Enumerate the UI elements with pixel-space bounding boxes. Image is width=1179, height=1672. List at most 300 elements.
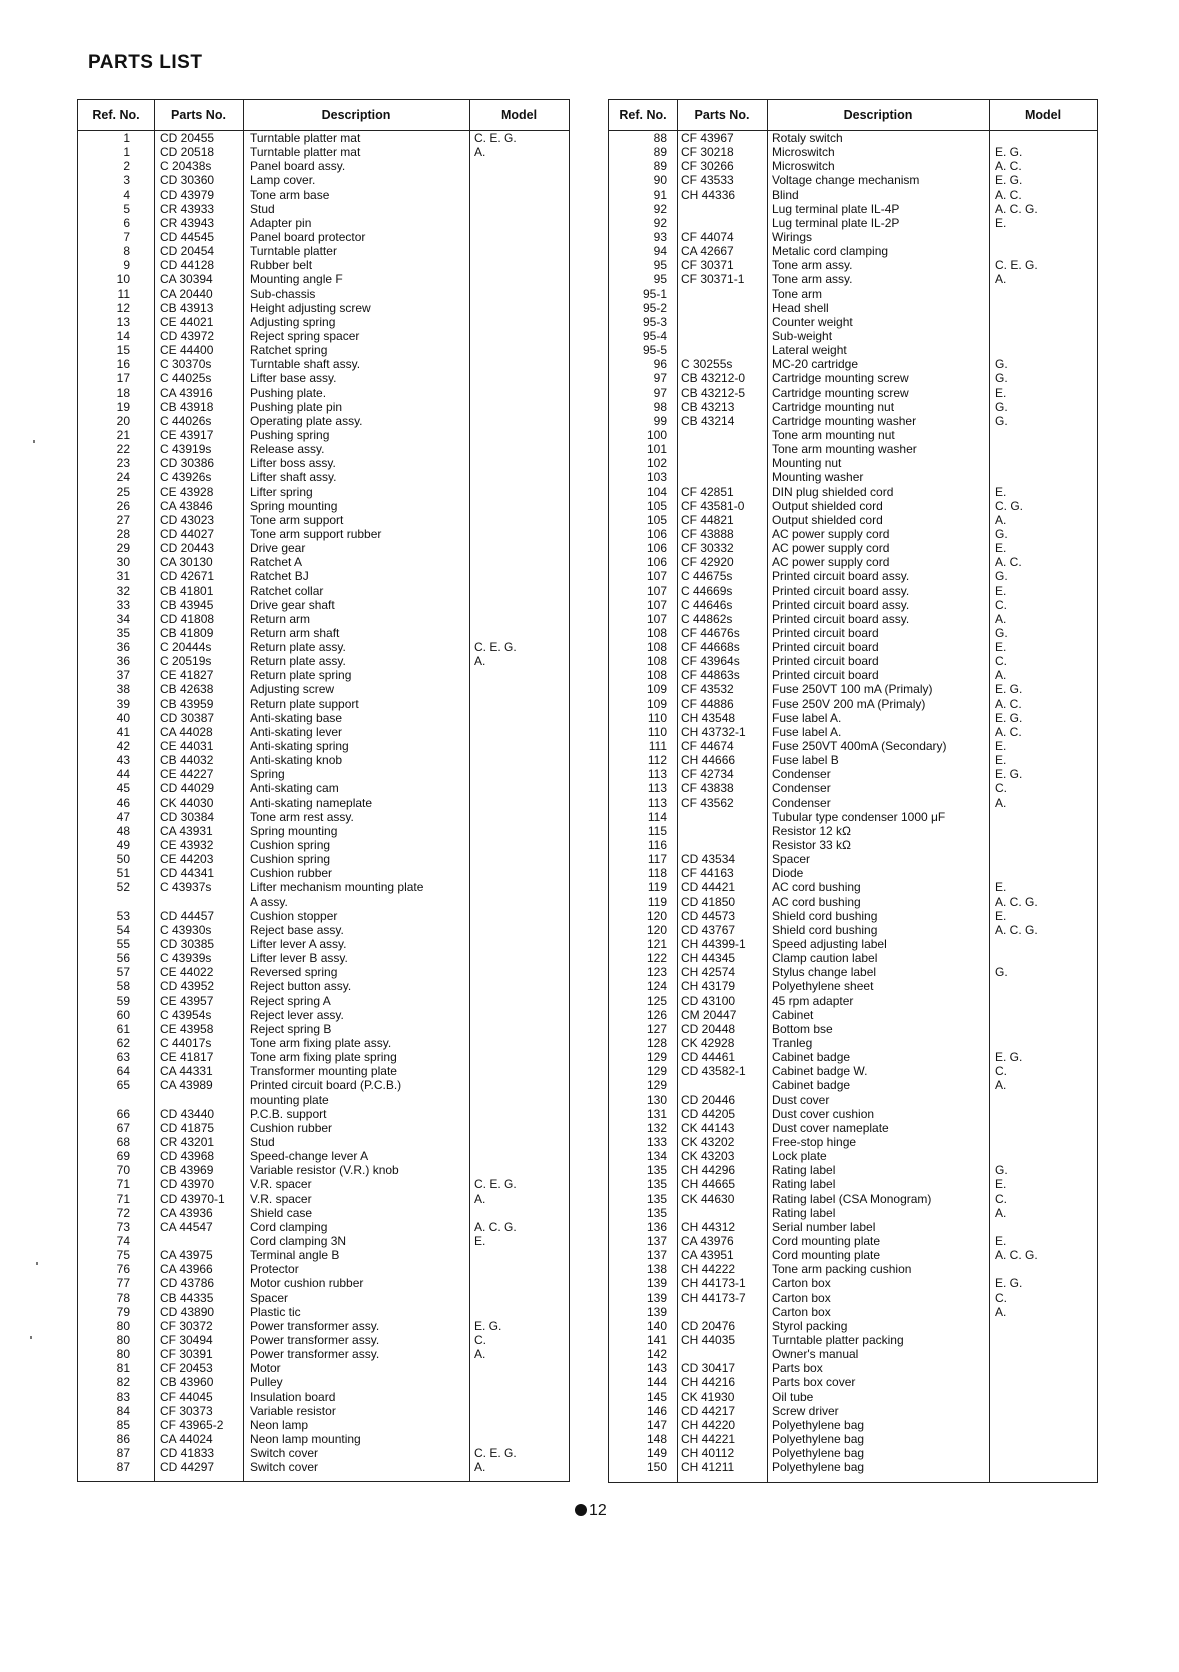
table-row xyxy=(609,1347,1097,1361)
table-row xyxy=(609,1177,1097,1191)
cell-parts-no: CE 43957 xyxy=(160,993,214,1008)
table-row xyxy=(609,1432,1097,1446)
table-row xyxy=(609,145,1097,159)
cell-ref-no: 46 xyxy=(116,795,130,810)
cell-description: Condenser xyxy=(772,795,831,810)
cell-parts-no: CA 30130 xyxy=(160,555,213,570)
table-row xyxy=(78,301,569,315)
cell-parts-no: C 44862s xyxy=(681,611,733,626)
cell-ref-no: 83 xyxy=(116,1389,130,1404)
cell-model: A. xyxy=(995,1205,1007,1220)
table-row xyxy=(609,1446,1097,1460)
table-row xyxy=(609,414,1097,428)
cell-parts-no: CF 30332 xyxy=(681,541,734,556)
cell-ref-no: 37 xyxy=(116,668,130,683)
cell-ref-no: 97 xyxy=(653,385,667,400)
cell-model: A. C. G. xyxy=(474,1219,517,1234)
table-row xyxy=(78,1149,569,1163)
cell-parts-no: CD 30385 xyxy=(160,937,215,952)
cell-ref-no: 139 xyxy=(646,1304,667,1319)
table-row xyxy=(609,555,1097,569)
cell-model: G. xyxy=(995,357,1008,372)
table-row xyxy=(78,188,569,202)
cell-description: Spacer xyxy=(250,1290,289,1305)
cell-description: Stud xyxy=(250,201,275,216)
cell-parts-no: CD 41850 xyxy=(681,894,736,909)
cell-description: Fuse label A. xyxy=(772,710,842,725)
cell-ref-no: 144 xyxy=(646,1375,667,1390)
table-row xyxy=(609,301,1097,315)
cell-parts-no: C 44669s xyxy=(681,583,733,598)
table-row xyxy=(78,1220,569,1234)
cell-parts-no: CF 44886 xyxy=(681,696,734,711)
cell-description: Adjusting spring xyxy=(250,314,336,329)
cell-model: E. xyxy=(995,880,1007,895)
cell-parts-no: CH 44035 xyxy=(681,1332,736,1347)
cell-parts-no: CE 41817 xyxy=(160,1050,214,1065)
cell-description: Printed circuit board assy. xyxy=(772,597,910,612)
cell-parts-no: CA 43931 xyxy=(160,823,213,838)
cell-description: Panel board protector xyxy=(250,229,366,244)
cell-ref-no: 19 xyxy=(116,399,130,414)
cell-description: Panel board assy. xyxy=(250,159,346,174)
table-row xyxy=(609,1361,1097,1375)
table-row xyxy=(609,357,1097,371)
cell-parts-no: CH 44399-1 xyxy=(681,937,746,952)
cell-model: G. xyxy=(995,1163,1008,1178)
table-row xyxy=(609,654,1097,668)
cell-parts-no: CF 43533 xyxy=(681,173,734,188)
cell-model: C. xyxy=(995,1290,1007,1305)
cell-ref-no: 139 xyxy=(646,1290,667,1305)
cell-parts-no: CE 44400 xyxy=(160,343,214,358)
cell-ref-no: 87 xyxy=(116,1446,130,1461)
cell-ref-no: 108 xyxy=(646,625,667,640)
cell-parts-no: CD 30386 xyxy=(160,456,215,471)
cell-description: Condenser xyxy=(772,767,831,782)
cell-ref-no: 21 xyxy=(116,427,130,442)
table-row xyxy=(609,442,1097,456)
cell-model: C. E. G. xyxy=(474,131,517,145)
cell-description: Fuse 250VT 400mA (Secondary) xyxy=(772,739,947,754)
table-row xyxy=(609,909,1097,923)
header-description: Description xyxy=(321,108,391,122)
cell-description: Tone arm support xyxy=(250,512,344,527)
table-row xyxy=(78,555,569,569)
cell-description: Spring xyxy=(250,767,285,782)
cell-ref-no: 6 xyxy=(123,215,130,230)
cell-description: V.R. spacer xyxy=(250,1177,312,1192)
table-row xyxy=(609,1404,1097,1418)
cell-ref-no: 139 xyxy=(646,1276,667,1291)
cell-ref-no: 129 xyxy=(646,1064,667,1079)
cell-parts-no: CD 20454 xyxy=(160,244,215,259)
cell-model: G. xyxy=(995,399,1008,414)
cell-parts-no: CD 20443 xyxy=(160,541,215,556)
table-row xyxy=(609,1107,1097,1121)
cell-description: Reject spring B xyxy=(250,1021,332,1036)
cell-parts-no: CF 30373 xyxy=(160,1403,213,1418)
cell-description: Printed circuit board assy. xyxy=(772,569,910,584)
cell-ref-no: 113 xyxy=(647,781,667,796)
cell-model: C. E. G. xyxy=(474,640,517,655)
cell-description: Tone arm fixing plate spring xyxy=(250,1050,397,1065)
cell-description: Variable resistor xyxy=(250,1403,336,1418)
table-row xyxy=(609,386,1097,400)
cell-ref-no: 109 xyxy=(646,696,667,711)
cell-description: Mounting angle F xyxy=(250,272,343,287)
cell-ref-no: 80 xyxy=(116,1347,130,1362)
cell-model: A. xyxy=(474,1191,486,1206)
cell-ref-no: 140 xyxy=(646,1318,667,1333)
cell-description: Spring mounting xyxy=(250,498,338,513)
cell-description: Power transformer assy. xyxy=(250,1318,380,1333)
cell-description: Operating plate assy. xyxy=(250,413,363,428)
cell-parts-no: CF 42920 xyxy=(681,555,734,570)
cell-model: A. xyxy=(995,1078,1007,1093)
header-ref-no: Ref. No. xyxy=(92,108,140,122)
cell-description: Cartridge mounting nut xyxy=(772,399,895,414)
cell-ref-no: 103 xyxy=(646,470,667,485)
table-row xyxy=(78,287,569,301)
table-row xyxy=(78,258,569,272)
cell-ref-no: 57 xyxy=(116,965,130,980)
cell-description: Metalic cord clamping xyxy=(772,244,889,259)
cell-model: A. C. xyxy=(995,187,1022,202)
cell-model: C. xyxy=(474,1332,486,1347)
cell-ref-no: 135 xyxy=(646,1191,667,1206)
table-row xyxy=(78,343,569,357)
cell-parts-no: CE 43917 xyxy=(160,427,214,442)
cell-description: Carton box xyxy=(772,1276,831,1291)
cell-model: G. xyxy=(995,413,1008,428)
table-row xyxy=(609,541,1097,555)
table-row xyxy=(609,796,1097,810)
cell-model: E. xyxy=(995,385,1007,400)
cell-ref-no: 86 xyxy=(116,1431,130,1446)
cell-ref-no: 92 xyxy=(653,201,667,216)
cell-description: Rotaly switch xyxy=(772,131,843,145)
cell-description: Printed circuit board xyxy=(772,625,879,640)
table-row xyxy=(609,569,1097,583)
cell-parts-no: CF 44676s xyxy=(681,625,740,640)
cell-ref-no: 76 xyxy=(116,1262,130,1277)
table-row xyxy=(609,1248,1097,1262)
cell-description: Printed circuit board xyxy=(772,668,879,683)
cell-description: Tone arm xyxy=(772,286,823,301)
cell-parts-no: CA 43951 xyxy=(681,1248,734,1263)
header-description: Description xyxy=(843,108,913,122)
cell-description: Free-stop hinge xyxy=(772,1134,857,1149)
cell-parts-no: CF 43888 xyxy=(681,526,734,541)
cell-parts-no: CF 43838 xyxy=(681,781,734,796)
cell-ref-no: 80 xyxy=(116,1318,130,1333)
cell-description: Output shielded cord xyxy=(772,512,883,527)
cell-parts-no: CB 41809 xyxy=(160,625,214,640)
cell-parts-no: CE 44203 xyxy=(160,852,214,867)
table-row xyxy=(78,1135,569,1149)
cell-parts-no: CF 44163 xyxy=(681,866,734,881)
cell-description: Tone arm assy. xyxy=(772,272,853,287)
table-row xyxy=(78,414,569,428)
cell-ref-no: 74 xyxy=(116,1233,130,1248)
cell-description: Speed adjusting label xyxy=(772,937,887,952)
cell-parts-no: CF 44674 xyxy=(681,739,734,754)
table-row xyxy=(609,1064,1097,1078)
cell-description: Fuse 250V 200 mA (Primaly) xyxy=(772,696,926,711)
cell-parts-no: CA 44028 xyxy=(160,724,213,739)
cell-ref-no: 84 xyxy=(116,1403,130,1418)
cell-description: Head shell xyxy=(772,300,829,315)
cell-ref-no: 61 xyxy=(116,1021,130,1036)
table-row xyxy=(609,1375,1097,1389)
cell-parts-no: CF 30494 xyxy=(160,1332,213,1347)
cell-description: Speed-change lever A xyxy=(250,1149,369,1164)
cell-parts-no: CR 43933 xyxy=(160,201,215,216)
table-row xyxy=(78,569,569,583)
cell-description: Anti-skating cam xyxy=(250,781,339,796)
cell-description: Polyethylene bag xyxy=(772,1460,865,1475)
cell-parts-no: C 44675s xyxy=(681,569,733,584)
table-row xyxy=(78,216,569,230)
table-row xyxy=(78,1291,569,1305)
cell-model: E. G. xyxy=(995,682,1023,697)
cell-description: Sub-chassis xyxy=(250,286,316,301)
table-row xyxy=(78,442,569,456)
table-row xyxy=(78,1093,569,1107)
cell-parts-no: CH 44296 xyxy=(681,1163,736,1178)
cell-parts-no: CD 30360 xyxy=(160,173,215,188)
cell-description: Parts box cover xyxy=(772,1375,856,1390)
table-row xyxy=(609,1121,1097,1135)
cell-ref-no: 88 xyxy=(653,131,667,145)
cell-description: Rubber belt xyxy=(250,258,313,273)
cell-parts-no: CH 43548 xyxy=(681,710,736,725)
cell-parts-no: CB 43212-0 xyxy=(681,371,746,386)
cell-description: Tone arm packing cushion xyxy=(772,1262,912,1277)
table-row xyxy=(78,781,569,795)
cell-parts-no: CD 44341 xyxy=(160,866,215,881)
cell-model: G. xyxy=(995,526,1008,541)
table-row xyxy=(78,880,569,894)
cell-description: Tone arm rest assy. xyxy=(250,809,354,824)
cell-description: Lug terminal plate IL-2P xyxy=(772,215,900,230)
cell-parts-no: CA 43975 xyxy=(160,1248,213,1263)
cell-ref-no: 130 xyxy=(646,1092,667,1107)
cell-parts-no: CA 44331 xyxy=(160,1064,213,1079)
cell-ref-no: 109 xyxy=(646,682,667,697)
table-row xyxy=(78,173,569,187)
table-row xyxy=(609,230,1097,244)
cell-parts-no: CH 40112 xyxy=(681,1446,735,1461)
cell-parts-no: CA 20440 xyxy=(160,286,213,301)
cell-ref-no: 51 xyxy=(116,866,130,881)
cell-description: Cord mounting plate xyxy=(772,1248,881,1263)
header-parts-no: Parts No. xyxy=(694,108,750,122)
cell-model: E. xyxy=(995,908,1007,923)
table-row xyxy=(78,668,569,682)
cell-parts-no: CF 43581-0 xyxy=(681,498,745,513)
cell-ref-no: 149 xyxy=(646,1446,667,1461)
cell-description: Turntable platter mat xyxy=(250,131,361,145)
cell-ref-no: 93 xyxy=(653,229,667,244)
header-ref-no: Ref. No. xyxy=(619,108,667,122)
cell-parts-no: CD 43534 xyxy=(681,852,736,867)
cell-ref-no: 34 xyxy=(116,611,130,626)
table-row xyxy=(609,371,1097,385)
table-row xyxy=(609,965,1097,979)
cell-parts-no: C 30255s xyxy=(681,357,733,372)
table-row xyxy=(609,470,1097,484)
cell-parts-no: CD 43786 xyxy=(160,1276,215,1291)
cell-ref-no: 95 xyxy=(653,258,667,273)
cell-description: Printed circuit board xyxy=(772,640,879,655)
table-row xyxy=(609,1319,1097,1333)
cell-ref-no: 143 xyxy=(646,1361,667,1376)
cell-parts-no: CE 44227 xyxy=(160,767,214,782)
cell-ref-no: 45 xyxy=(116,781,130,796)
cell-description: Diode xyxy=(772,866,804,881)
cell-description: Lamp cover. xyxy=(250,173,316,188)
cell-ref-no: 65 xyxy=(116,1078,130,1093)
cell-ref-no: 17 xyxy=(116,371,130,386)
cell-ref-no: 117 xyxy=(647,852,667,867)
cell-ref-no: 106 xyxy=(646,541,667,556)
cell-description: Counter weight xyxy=(772,314,853,329)
table-row xyxy=(78,499,569,513)
cell-ref-no: 111 xyxy=(648,739,667,754)
table-row xyxy=(78,1390,569,1404)
table-row xyxy=(609,485,1097,499)
cell-description: Spacer xyxy=(772,852,811,867)
cell-description: Adjusting screw xyxy=(250,682,335,697)
cell-parts-no: CH 44173-7 xyxy=(681,1290,746,1305)
table-row xyxy=(609,1418,1097,1432)
table-row xyxy=(609,1206,1097,1220)
cell-parts-no: CF 43965-2 xyxy=(160,1417,224,1432)
cell-parts-no: CD 43582-1 xyxy=(681,1064,746,1079)
cell-parts-no: CF 44821 xyxy=(681,512,734,527)
table-row xyxy=(609,725,1097,739)
cell-parts-no: CF 43967 xyxy=(681,131,734,145)
table-row xyxy=(609,1333,1097,1347)
cell-model: A. C. G. xyxy=(995,894,1038,909)
cell-description: Turntable shaft assy. xyxy=(250,357,361,372)
cell-ref-no: 87 xyxy=(116,1460,130,1475)
table-row xyxy=(78,541,569,555)
cell-parts-no: CB 42638 xyxy=(160,682,214,697)
cell-ref-no: 147 xyxy=(646,1417,667,1432)
cell-model: C. xyxy=(995,781,1007,796)
table-row xyxy=(609,1008,1097,1022)
cell-description: Drive gear shaft xyxy=(250,597,335,612)
table-row xyxy=(78,796,569,810)
table-row xyxy=(609,1234,1097,1248)
cell-parts-no: CD 20448 xyxy=(681,1021,736,1036)
cell-ref-no: 68 xyxy=(116,1134,130,1149)
cell-description: Cushion rubber xyxy=(250,1120,333,1135)
cell-ref-no: 123 xyxy=(646,965,667,980)
cell-description: Cushion rubber xyxy=(250,866,333,881)
cell-ref-no: 30 xyxy=(116,555,130,570)
header-parts-no: Parts No. xyxy=(171,108,226,122)
cell-parts-no: CD 20446 xyxy=(681,1092,736,1107)
cell-parts-no: CB 43913 xyxy=(160,300,214,315)
table-row xyxy=(609,1135,1097,1149)
cell-parts-no: CH 42574 xyxy=(681,965,736,980)
cell-ref-no: 114 xyxy=(647,809,667,824)
cell-ref-no: 146 xyxy=(646,1403,667,1418)
table-row xyxy=(609,258,1097,272)
table-row xyxy=(78,527,569,541)
table-row xyxy=(78,1375,569,1389)
table-row xyxy=(609,1305,1097,1319)
cell-description: Variable resistor (V.R.) knob xyxy=(250,1163,399,1178)
cell-ref-no: 98 xyxy=(653,399,667,414)
cell-ref-no: 1 xyxy=(123,145,130,160)
cell-parts-no: CH 44221 xyxy=(681,1431,736,1446)
cell-ref-no: 95-3 xyxy=(642,314,667,329)
table-row xyxy=(78,1107,569,1121)
table-row xyxy=(78,1262,569,1276)
cell-description: V.R. spacer xyxy=(250,1191,312,1206)
table-row xyxy=(78,1177,569,1191)
cell-parts-no: CA 44024 xyxy=(160,1431,213,1446)
cell-parts-no: CD 43970-1 xyxy=(160,1191,225,1206)
cell-description: Power transformer assy. xyxy=(250,1332,380,1347)
cell-description: Microswitch xyxy=(772,145,835,160)
cell-ref-no: 137 xyxy=(646,1233,667,1248)
table-row xyxy=(609,810,1097,824)
cell-parts-no: CB 41801 xyxy=(160,583,214,598)
cell-description: Anti-skating nameplate xyxy=(250,795,373,810)
table-row xyxy=(78,895,569,909)
table-row xyxy=(609,584,1097,598)
cell-description: Mounting washer xyxy=(772,470,864,485)
table-body xyxy=(78,131,569,1474)
table-row xyxy=(78,1192,569,1206)
scan-speck xyxy=(30,1336,32,1339)
cell-model: A. C. xyxy=(995,696,1022,711)
table-row xyxy=(78,640,569,654)
cell-ref-no: 62 xyxy=(116,1036,130,1050)
cell-parts-no: CD 43100 xyxy=(681,993,736,1008)
cell-ref-no: 39 xyxy=(116,696,130,711)
cell-model: E. xyxy=(995,215,1007,230)
cell-ref-no: 102 xyxy=(646,456,667,471)
table-row xyxy=(78,145,569,159)
cell-model: A. xyxy=(995,668,1007,683)
cell-description: Adapter pin xyxy=(250,215,312,230)
cell-parts-no: CD 41875 xyxy=(160,1120,215,1135)
cell-description: Cabinet badge xyxy=(772,1078,851,1093)
page-title: PARTS LIST xyxy=(88,52,203,73)
cell-description: Lug terminal plate IL-4P xyxy=(772,201,900,216)
cell-ref-no: 126 xyxy=(646,1007,667,1022)
cell-description: Wirings xyxy=(772,229,813,244)
table-row xyxy=(78,1333,569,1347)
table-row xyxy=(78,852,569,866)
cell-parts-no: CH 44220 xyxy=(681,1417,736,1432)
cell-model: E. G. xyxy=(995,1276,1023,1291)
cell-description: Dust cover nameplate xyxy=(772,1120,889,1135)
cell-parts-no: CD 30384 xyxy=(160,809,215,824)
cell-ref-no: 82 xyxy=(116,1375,130,1390)
cell-description: Cord clamping xyxy=(250,1219,328,1234)
cell-parts-no: CD 43972 xyxy=(160,328,215,343)
cell-parts-no: CF 43964s xyxy=(681,654,740,669)
scan-speck xyxy=(36,1262,38,1265)
